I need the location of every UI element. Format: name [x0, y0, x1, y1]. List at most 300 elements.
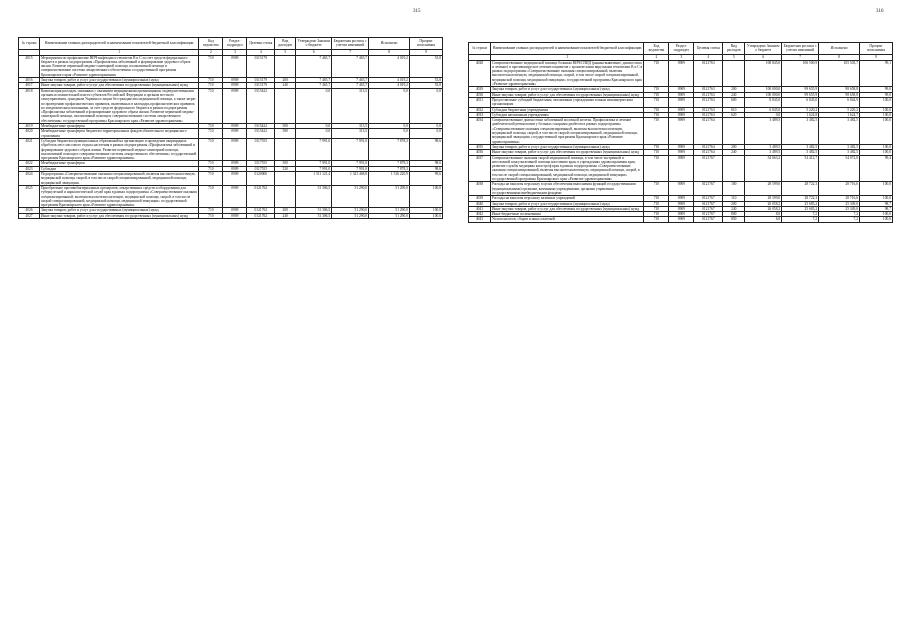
- table-cell: 0909: [223, 124, 247, 129]
- table-cell: 800: [723, 212, 745, 217]
- table-cell: 200: [723, 201, 745, 206]
- table-cell: 25 349,0: [819, 201, 860, 206]
- table-cell: 98,7: [860, 206, 893, 211]
- table-cell: 26 058,2: [745, 206, 782, 211]
- table-cell: 710: [644, 201, 669, 206]
- budget-table: [18, 37, 443, 219]
- column-index: 4: [247, 49, 275, 55]
- table-cell: 3 482,5: [819, 118, 860, 145]
- table-cell: 0115179: [247, 83, 275, 88]
- table-cell: 99 655,9: [782, 92, 819, 97]
- column-header: Процент исполнения: [409, 38, 442, 50]
- table-cell: 4029: [469, 87, 491, 92]
- table-cell: 100: [723, 182, 745, 196]
- table-cell: 3 489,5: [745, 118, 782, 145]
- table-cell: 4016: [19, 78, 40, 83]
- page-number: 316: [876, 9, 884, 14]
- table-cell: 51 306,5: [296, 208, 332, 213]
- table-row: [19, 55, 443, 77]
- table-cell: 0909: [669, 201, 694, 206]
- column-header: № строки: [469, 43, 491, 55]
- table-cell: 53,8: [409, 55, 442, 77]
- column-index: 6: [296, 49, 332, 55]
- table-cell: 0121767: [694, 182, 723, 196]
- table-cell: 500: [275, 124, 296, 129]
- table-cell: 0121762: [247, 208, 275, 213]
- table-cell: 1 624,7: [819, 112, 860, 117]
- table-cell: 4023: [19, 166, 40, 171]
- table-cell: 1 316 220,9: [369, 172, 410, 186]
- column-header: Исполнено: [369, 38, 410, 50]
- table-cell: 7 991,0: [296, 161, 332, 166]
- page-number: 315: [413, 9, 421, 14]
- table-cell: 710: [644, 217, 669, 222]
- table-cell: 25 683,2: [782, 206, 819, 211]
- table-cell: 100,0: [860, 150, 893, 155]
- table-cell: 108 845,0: [745, 60, 782, 87]
- table-cell: 3 482,5: [782, 144, 819, 149]
- table-cell: 99,0: [860, 87, 893, 92]
- table-cell: 100,0: [860, 107, 893, 112]
- column-header: Бюджетная роспись с учетом изменений: [783, 44, 817, 53]
- table-cell: 7 465,7: [296, 78, 332, 83]
- table-cell: 0117555: [247, 166, 275, 171]
- table-cell: Совершенствование медицинской помощи больным ВИЧ/СПИД (ранняя выявление, диагностика и лечение) и противовирусное лечение пациентов с хроническими вирусными гепатитами В и С в рамках подпрограммы «Совершенствование оказания специализированной, включая высокотехнологичную, медицинской помощи, скорой, в том числе скорой специализированной, медицинской помощи, медицинской эвакуации» государственной программы Красноярского края «Развитие здравоохранения»: [491, 60, 643, 87]
- table-cell: 1 624,8: [782, 112, 819, 117]
- table-cell: 0121763: [694, 97, 723, 107]
- table-cell: 99,1: [860, 60, 893, 87]
- table-header: [19, 38, 443, 56]
- table-cell: 710: [644, 87, 669, 92]
- table-cell: 0909: [223, 138, 247, 160]
- table-cell: 4 019,2: [369, 55, 410, 77]
- table-cell: [275, 55, 296, 77]
- table-cell: 0909: [223, 129, 247, 139]
- table-cell: 7 465,7: [296, 55, 332, 77]
- column-index: 7: [332, 49, 369, 55]
- table-cell: 28 722,3: [782, 196, 819, 201]
- table-cell: 710: [199, 78, 223, 83]
- table-body: [469, 60, 893, 222]
- column-index: 9: [860, 54, 893, 60]
- table-cell: 7 991,0: [332, 166, 369, 171]
- table-cell: 0909: [669, 107, 694, 112]
- table-cell: 99,6: [409, 172, 442, 186]
- table-cell: 710: [644, 212, 669, 217]
- table-cell: 3 489,5: [745, 144, 782, 149]
- table-cell: 0121767: [694, 196, 723, 201]
- table-row: [19, 213, 443, 218]
- table-cell: 710: [644, 112, 669, 117]
- table-cell: 100,0: [860, 97, 893, 107]
- table-cell: 313,5: [332, 124, 369, 129]
- column-header: Утверждено Законом о бюджете: [745, 43, 782, 55]
- table-cell: Закупка товаров, работ и услуг для государственных (муниципальных) нужд: [39, 208, 198, 213]
- table-cell: 0909: [223, 208, 247, 213]
- table-cell: 5 220,2: [782, 107, 819, 112]
- column-index: 2: [199, 49, 223, 55]
- column-index: 1: [490, 54, 643, 60]
- table-cell: 110: [723, 196, 745, 201]
- table-cell: 4025: [19, 185, 40, 207]
- table-cell: 7 991,0: [332, 138, 369, 160]
- table-cell: Межбюджетные трансферты: [39, 161, 198, 166]
- table-cell: 6 844,9: [819, 97, 860, 107]
- table-cell: 0909: [669, 92, 694, 97]
- table-cell: Уплата налогов, сборов и иных платежей: [490, 217, 643, 222]
- table-cell: 240: [275, 213, 296, 218]
- table-cell: 0115179: [247, 78, 275, 83]
- table-cell: 25 349,0: [819, 206, 860, 211]
- table-cell: 7,2: [782, 217, 819, 222]
- table-row: [469, 182, 893, 196]
- table-cell: 6 845,0: [745, 107, 782, 112]
- table-cell: 710: [199, 124, 223, 129]
- table-cell: 7 878,3: [369, 138, 410, 160]
- table-cell: Подпрограмма «Совершенствование оказания специализированной, включая высокотехнологичную, медицинской помощи, скорой, в том числе скорой специализированной, медицинской помощи, медицинской эвакуации»: [39, 172, 198, 186]
- table-cell: 0909: [669, 97, 694, 107]
- column-header: Раздел-подраздел: [669, 43, 694, 55]
- table-cell: 100,0: [860, 217, 893, 222]
- column-index: 3: [223, 49, 247, 55]
- column-header: Наименование главных распорядителей и наименование показателей бюджетной классификации: [39, 38, 198, 50]
- table-cell: 0,0: [745, 112, 782, 117]
- table-cell: 710: [199, 185, 223, 207]
- table-cell: 3 482,5: [782, 118, 819, 145]
- table-cell: 710: [644, 118, 669, 145]
- table-cell: Закупка товаров, работ и услуг для государственных (муниципальных) нужд: [490, 144, 643, 149]
- table-cell: 98 658,8: [819, 87, 860, 92]
- table-cell: 100,0: [860, 112, 893, 117]
- column-header: Раздел-подраздел: [223, 38, 247, 50]
- table-cell: 4035: [469, 144, 491, 149]
- table-cell: 0121763: [694, 92, 723, 97]
- column-index: 4: [694, 54, 723, 60]
- table-cell: 0909: [223, 88, 247, 123]
- table-cell: 0,0: [409, 124, 442, 129]
- table-cell: 6 845,0: [782, 97, 819, 107]
- table-cell: 4020: [19, 129, 40, 139]
- table-row: [469, 97, 893, 107]
- table-cell: [275, 185, 296, 207]
- table-cell: 7 465,7: [332, 83, 369, 88]
- table-cell: Расходы на выплаты персоналу в целях обеспечения выполнения функций государственными (муниципальными) органами, казенными учреждениями, органами управления государственными внебюджетными фондами: [490, 182, 643, 196]
- table-cell: 51 290,0: [332, 185, 369, 207]
- table-cell: [723, 118, 745, 145]
- column-header: Целевая статья: [247, 38, 275, 50]
- column-index: 7: [782, 54, 819, 60]
- table-cell: 200: [275, 208, 296, 213]
- table-cell: 0120000: [247, 172, 275, 186]
- table-cell: 710: [644, 182, 669, 196]
- table-cell: 7 465,7: [296, 83, 332, 88]
- table-row: [19, 88, 443, 123]
- table-cell: 850: [723, 217, 745, 222]
- table-cell: 98,6: [409, 138, 442, 160]
- table-cell: 240: [723, 206, 745, 211]
- table-cell: 0121762: [247, 185, 275, 207]
- table-cell: 7 465,7: [332, 55, 369, 77]
- table-cell: 51 290,0: [369, 208, 410, 213]
- table-cell: 710: [644, 97, 669, 107]
- table-cell: 710: [644, 206, 669, 211]
- table-cell: 99,4: [860, 155, 893, 182]
- table-cell: Иные закупки товаров, работ и услуг для обеспечения государственных (муниципальных) нужд: [39, 213, 198, 218]
- table-cell: 710: [644, 92, 669, 97]
- table-cell: 710: [199, 161, 223, 166]
- table-cell: 710: [199, 213, 223, 218]
- table-cell: 4042: [469, 212, 491, 217]
- table-cell: 99 655,9: [782, 87, 819, 92]
- table-cell: 710: [644, 196, 669, 201]
- table-cell: 28 716,6: [819, 196, 860, 201]
- column-header: № строки: [19, 38, 40, 50]
- table-cell: Расходы на выплаты персоналу казенных учреждений: [490, 196, 643, 201]
- table-cell: Приобретение противобактериальных препаратов, лекарственных средств и оборудования для туберкулезной и наркологической служб края в рамках подпрограммы «Совершенствование оказания специализированной, включая высокотехнологичную, медицинской помощи, скорой, в том числе скорой специализированной, медицинской помощи, медицинской эвакуации» государственной программы Красноярского края «Развитие здравоохранения»: [40, 185, 197, 208]
- table-cell: 4041: [469, 206, 491, 211]
- table-cell: 4027: [19, 213, 40, 218]
- table-row: [19, 172, 443, 186]
- table-cell: 54 663,2: [745, 155, 782, 182]
- table-cell: Иные бюджетные ассигнования: [490, 212, 643, 217]
- column-header: Утверждено Законом о бюджете: [297, 39, 330, 48]
- table-cell: 98,6: [409, 166, 442, 171]
- table-cell: 240: [723, 92, 745, 97]
- table-cell: 0909: [669, 217, 694, 222]
- table-cell: 3 482,5: [819, 144, 860, 149]
- table-cell: 0,0: [296, 124, 332, 129]
- table-cell: 51 306,5: [296, 185, 332, 207]
- table-cell: 4040: [469, 201, 491, 206]
- table-cell: 100,0: [409, 208, 442, 213]
- table-cell: 0909: [669, 118, 694, 145]
- table-cell: Закупка товаров, работ и услуг для государственных (муниципальных) нужд: [490, 201, 643, 206]
- column-header: Код ведомства: [199, 38, 223, 50]
- table-cell: 710: [199, 83, 223, 88]
- table-cell: 4021: [19, 138, 40, 160]
- table-cell: 54 412,7: [782, 155, 819, 182]
- table-cell: 4032: [469, 107, 491, 112]
- table-cell: 51 290,0: [369, 213, 410, 218]
- table-cell: 100,0: [409, 213, 442, 218]
- table-cell: Межбюджетные трансферты: [39, 124, 198, 129]
- table-cell: 0,0: [369, 124, 410, 129]
- column-index: 5: [723, 54, 745, 60]
- column-index: 3: [669, 54, 694, 60]
- table-cell: 28 599,0: [745, 182, 782, 196]
- table-cell: 100,0: [860, 144, 893, 149]
- column-index: 2: [644, 54, 669, 60]
- column-header: Исполнено: [819, 43, 860, 55]
- table-cell: 1 321 468,8: [332, 172, 369, 186]
- table-row: [19, 185, 443, 207]
- table-cell: Иные закупки товаров, работ и услуг для обеспечения государственных (муниципальных) нужд: [490, 150, 643, 155]
- column-index: 1: [39, 49, 198, 55]
- header-row: [469, 43, 893, 55]
- table-cell: 100,0: [409, 185, 442, 207]
- table-cell: 0909: [223, 55, 247, 77]
- table-cell: 0,0: [409, 129, 442, 139]
- table-cell: 100,0: [860, 212, 893, 217]
- table-cell: 200: [275, 78, 296, 83]
- table-cell: 0909: [223, 185, 247, 207]
- table-cell: 200: [723, 87, 745, 92]
- table-row: [469, 60, 893, 87]
- table-cell: 0909: [669, 144, 694, 149]
- table-cell: 500: [275, 161, 296, 166]
- table-cell: 0,0: [296, 129, 332, 139]
- table-cell: Компенсация расходов, связанных с оказанием медицинскими организациями, подведомственными органам исполнительной власти субъектов Российской Федерации и органам местного самоуправления, гражданам Украины и лицам без гражданства медицинской помощи, а также затрат по проведению профилактических прививок, включенных в календарь профилактических прививок по эпидемическим показаниям, за счет средств федерального бюджета в рамках подпрограммы «Профилактика заболеваний и формирование здорового образа жизни. Развитие первичной медико-санитарной помощи, паллиативной помощи и совершенствование системы лекарственного обеспечения» государственной программы Красноярского края «Развитие здравоохранения»: [39, 88, 198, 123]
- table-cell: 0909: [223, 213, 247, 218]
- table-cell: 4018: [19, 88, 40, 123]
- table-cell: 1 311 121,4: [296, 172, 332, 186]
- table-cell: 520: [275, 166, 296, 171]
- table-cell: 0117555: [247, 138, 275, 160]
- table-cell: 0,0: [369, 129, 410, 139]
- table-cell: 4033: [469, 112, 491, 117]
- table-cell: 710: [644, 150, 669, 155]
- table-cell: 0909: [669, 206, 694, 211]
- table-cell: 5 220,2: [819, 107, 860, 112]
- table-cell: 710: [199, 129, 223, 139]
- table-cell: [275, 172, 296, 186]
- table-cell: Межбюджетные трансферты бюджетам территориальных фондов обязательного медицинского страхования: [39, 129, 198, 139]
- table-cell: 4036: [469, 150, 491, 155]
- table-cell: 0909: [223, 172, 247, 186]
- table-cell: 99,0: [860, 92, 893, 97]
- table-cell: Субсидии: [39, 166, 198, 171]
- table-cell: 0121764: [694, 150, 723, 155]
- table-cell: 0121763: [694, 60, 723, 87]
- table-cell: 7 878,3: [369, 166, 410, 171]
- table-header: [469, 43, 893, 61]
- table-cell: 4019: [19, 124, 40, 129]
- table-cell: 240: [275, 83, 296, 88]
- table-cell: Предоставление субсидий бюджетным, автономным учреждениям и иным некоммерческим организациям: [490, 97, 643, 107]
- table-cell: 620: [723, 112, 745, 117]
- table-cell: 0121762: [247, 213, 275, 218]
- table-cell: 100,0: [860, 196, 893, 201]
- table-cell: 0121767: [694, 206, 723, 211]
- table-cell: 4 019,2: [369, 78, 410, 83]
- table-cell: 313,5: [332, 88, 369, 123]
- table-cell: 0115422: [247, 124, 275, 129]
- table-cell: 0121763: [694, 87, 723, 92]
- table-cell: 51 290,0: [332, 208, 369, 213]
- table-cell: 51 290,0: [332, 213, 369, 218]
- table-row: [469, 217, 893, 222]
- table-cell: Иные закупки товаров, работ и услуг для обеспечения государственных (муниципальных) нужд: [490, 92, 643, 97]
- table-cell: 0909: [669, 196, 694, 201]
- table-body: [19, 55, 443, 218]
- table-cell: 313,5: [332, 129, 369, 139]
- table-cell: Совершенствование оказания скорой медицинской помощи, в том числе экстренной и неотложной консультативной помощи населению края, в учреждениях здравоохранения края, развитие службы медицины катастроф края в рамках подпрограммы «Совершенствование оказания специализированной, включая высокотехнологичную, медицинской помощи, скорой, в том числе скорой специализированной, медицинской помощи, медицинской эвакуации» государственной программы Красноярского края «Развитие здравоохранения»: [490, 155, 643, 182]
- column-header: Процент исполнения: [860, 43, 893, 55]
- table-cell: 0909: [669, 87, 694, 92]
- table-cell: 100,0: [860, 182, 893, 196]
- table-cell: 0909: [223, 78, 247, 83]
- table-cell: 4026: [19, 208, 40, 213]
- table-cell: Закупка товаров, работ и услуг для государственных (муниципальных) нужд: [39, 78, 198, 83]
- table-cell: 600: [723, 97, 745, 107]
- table-cell: 710: [199, 138, 223, 160]
- table-cell: [275, 138, 296, 160]
- table-cell: 0121767: [694, 201, 723, 206]
- table-cell: 98,7: [860, 201, 893, 206]
- table-cell: 4028: [469, 60, 491, 87]
- table-cell: Иные закупки товаров, работ и услуг для обеспечения государственных (муниципальных) нужд: [39, 83, 198, 88]
- table-cell: 25 683,2: [782, 201, 819, 206]
- budget-table: [468, 42, 893, 223]
- table-cell: 0,0: [409, 88, 442, 123]
- column-header: Наименование главных распорядителей и наименование показателей бюджетной классификации: [490, 43, 643, 55]
- table-cell: 106 500,9: [782, 60, 819, 87]
- table-cell: 0121767: [694, 217, 723, 222]
- table-cell: Иные закупки товаров, работ и услуг для обеспечения государственных (муниципальных) нужд: [490, 206, 643, 211]
- table-cell: 4031: [469, 97, 491, 107]
- table-cell: 98 658,8: [819, 92, 860, 97]
- table-cell: 26 058,2: [745, 201, 782, 206]
- table-cell: 4015: [19, 55, 40, 77]
- table-cell: 710: [199, 208, 223, 213]
- table-cell: 3 482,5: [782, 150, 819, 155]
- table-row: [19, 138, 443, 160]
- table-cell: 0115179: [247, 55, 275, 77]
- table-cell: 0909: [669, 60, 694, 87]
- table-cell: 0117555: [247, 161, 275, 166]
- table-cell: 0121767: [694, 212, 723, 217]
- table-cell: 4017: [19, 83, 40, 88]
- column-index: 9: [409, 49, 442, 55]
- column-header: Бюджетная роспись с учетом изменений: [333, 39, 367, 48]
- table-cell: Субсидии бюджетным учреждениям: [490, 107, 643, 112]
- table-cell: 98,6: [409, 161, 442, 166]
- table-cell: 100 000,0: [745, 92, 782, 97]
- table-row: [469, 118, 893, 145]
- table-cell: Совершенствование диагностики заболеваний молочной железы. Профилактика и лечение диабетической ретинопатии у больных сахарным диабетом в рамках подпрограммы «Совершенствование оказания специализированной, включая высокотехнологичную, медицинской помощи, скорой, в том числе скорой специализированной, медицинской помощи, медицинской эвакуации» государственной программы Красноярского края «Развитие здравоохранения»: [490, 118, 643, 145]
- table-cell: 610: [723, 107, 745, 112]
- table-cell: 100,0: [860, 118, 893, 145]
- table-cell: 0121764: [694, 118, 723, 145]
- table-cell: 0909: [669, 212, 694, 217]
- table-row: [469, 155, 893, 182]
- table-cell: 0909: [669, 112, 694, 117]
- table-cell: 710: [199, 55, 223, 77]
- table-cell: Мероприятия по профилактике ВИЧ-инфекции и гепатитов В и С за счет средств федерального бюджета в рамках подпрограммы «Профилактика заболеваний и формирование здорового образа жизни. Развитие первичной медико-санитарной помощи, паллиативной помощи и совершенствование системы лекарственного обеспечения» государственной программы Красноярского края «Развитие здравоохранения»: [39, 55, 198, 77]
- table-cell: 710: [199, 172, 223, 186]
- table-cell: 0115422: [247, 129, 275, 139]
- table-cell: 0,0: [296, 88, 332, 123]
- table-cell: [275, 88, 296, 123]
- table-cell: 7 465,7: [332, 78, 369, 83]
- table-cell: 4039: [469, 196, 491, 201]
- column-header: Код ведомства: [644, 43, 669, 55]
- table-cell: 200: [723, 144, 745, 149]
- table-cell: 0909: [669, 155, 694, 182]
- table-cell: 4022: [19, 161, 40, 166]
- table-cell: 710: [644, 60, 669, 87]
- table-cell: 3 489,5: [745, 150, 782, 155]
- table-cell: 53,8: [409, 83, 442, 88]
- table-cell: 28 716,6: [819, 182, 860, 196]
- table-cell: 7 991,0: [296, 138, 332, 160]
- table-cell: 0115422: [247, 88, 275, 123]
- table-cell: 7 991,0: [296, 166, 332, 171]
- table-cell: 710: [644, 107, 669, 112]
- table-cell: Субсидии автономным учреждениям: [490, 112, 643, 117]
- table-cell: 710: [199, 166, 223, 171]
- column-index: 6: [745, 54, 782, 60]
